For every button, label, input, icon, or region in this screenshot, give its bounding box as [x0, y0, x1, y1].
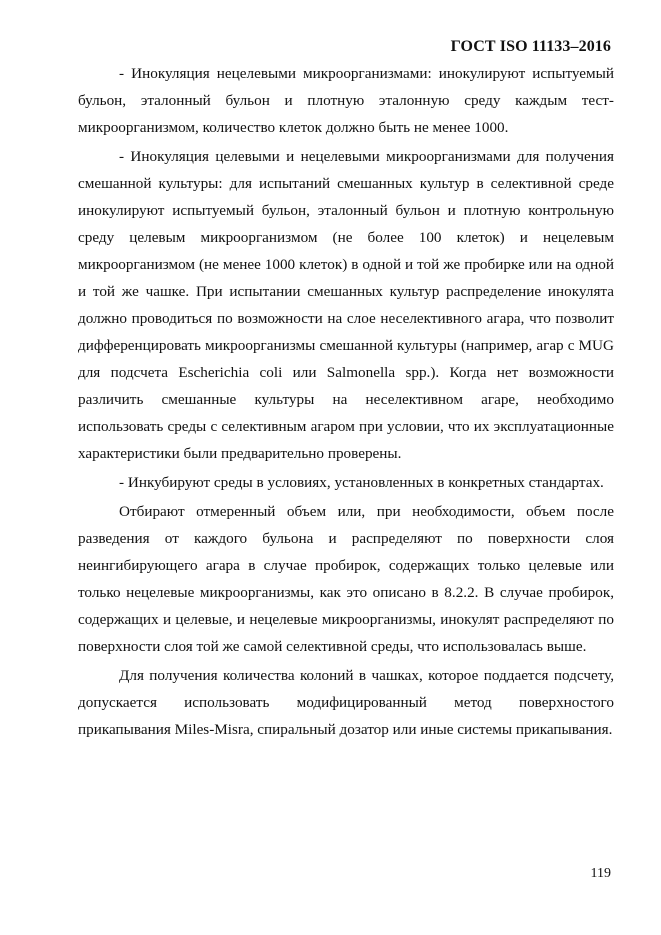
document-header: ГОСТ ISO 11133–2016 — [450, 38, 611, 55]
paragraph-colony-count: Для получения количества колоний в чашках, которое поддается подсчету, допускается использовать модифицированный метод поверхностого прикапывания Miles-Misra, спиральный дозатор или иные системы прикапывания. — [78, 667, 614, 738]
page-number: 119 — [590, 866, 611, 881]
paragraph-incubation: - Инкубируют среды в условиях, установленных в конкретных стандартах. — [119, 474, 604, 491]
paragraph-mixed-culture-inoculation: - Инокуляция целевыми и нецелевыми микроорганизмами для получения смешанной культуры: для испытаний смешанных культур в селективной среде инокулируют испытуемый бульон, эталонный бульон и плотную контрольную среду целевым микроорганизмом (не более 100 клеток) и нецелевым микроорганизмом (не менее 1000 клеток) в одной и той же пробирке или на одной и той же чашке. При испытании смешанных культур распределение инокулята должно проводиться по возможности на слое неселективного агара, что позволит дифференцировать микроорганизмы смешанной культуры (например, агар с MUG для подсчета Escherichia coli или Salmonella spp.). Когда нет возможности различить смешанные культуры на неселективном агаре, необходимо использовать среды с селективным агаром при условии, что их эксплуатационные характеристики были предварительно проверены. — [78, 148, 614, 462]
paragraph-sampling-volume: Отбирают отмеренный объем или, при необходимости, объем после разведения от каждого бульона и распределяют по поверхности слоя неингибирующего агара в случае пробирок, содержащих только целевые или только нецелевые микроорганизмы, как это описано в 8.2.2. В случае пробирок, содержащих и целевые, и нецелевые микроорганизмы, инокулят распределяют по поверхности слоя той же самой селективной среды, что использовалась выше. — [78, 503, 614, 655]
paragraph-non-target-inoculation: - Инокуляция нецелевыми микроорганизмами: инокулируют испытуемый бульон, эталонный бульон и плотную эталонную среду каждым тест-микроорганизмом, количество клеток должно быть не менее 1000. — [78, 65, 614, 136]
document-body — [78, 60, 614, 743]
